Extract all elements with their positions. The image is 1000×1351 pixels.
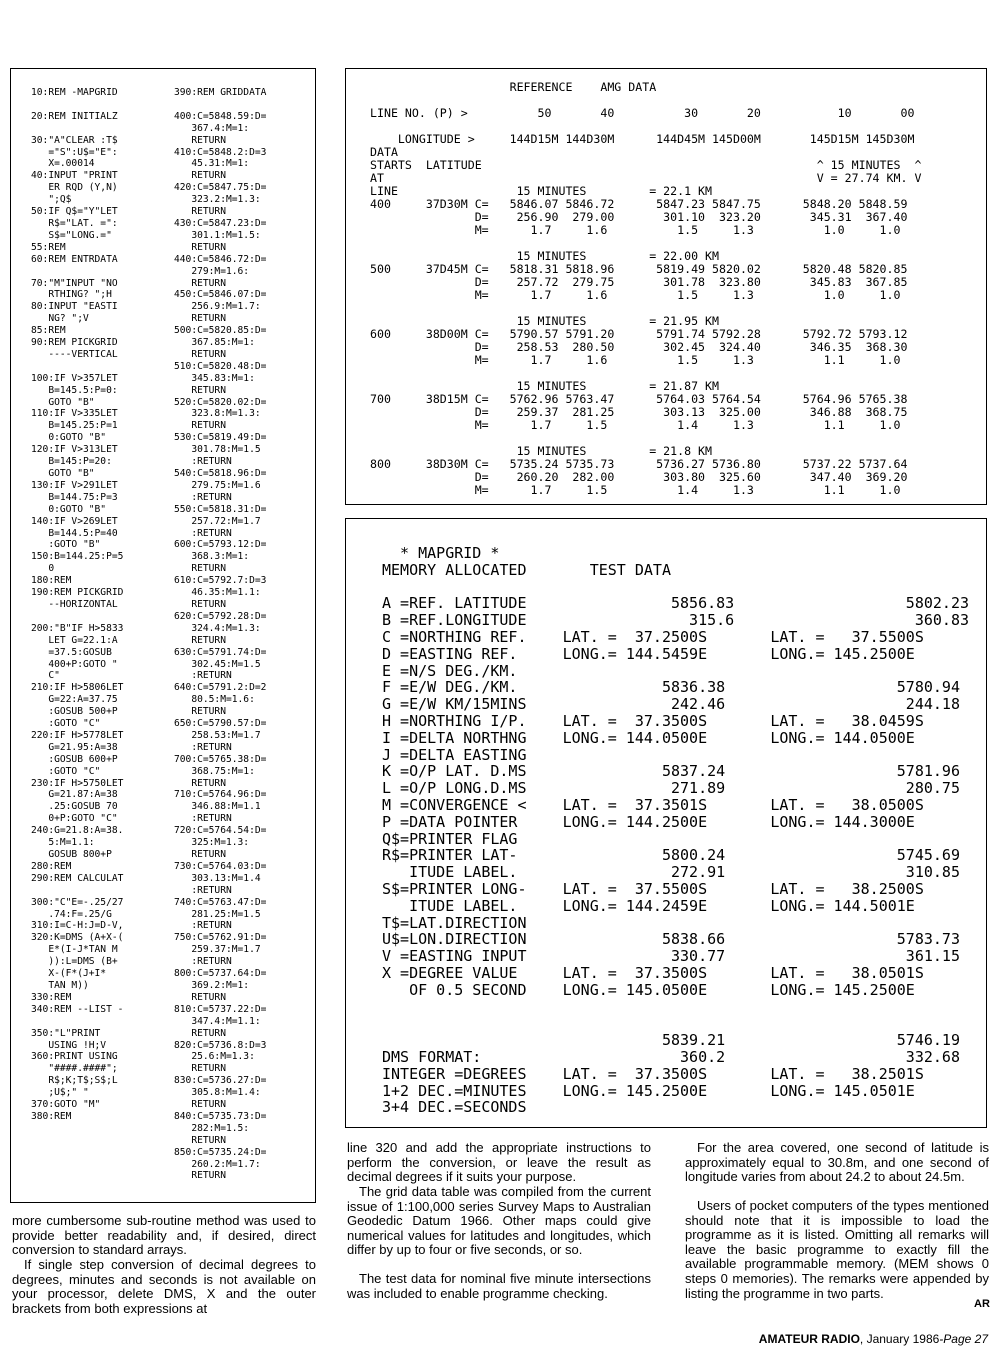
- listing-line: R$="LAT. =":: [31, 217, 118, 229]
- listing-line: 390:REM GRIDDATA: [174, 87, 267, 98]
- listing-line: C": [31, 670, 60, 682]
- test-data-row: U$=LON.DIRECTION 5838.66 5783.73: [382, 930, 960, 949]
- listing-line: 200:"B"IF H>5833: [31, 622, 124, 634]
- reference-table-row: M= 1.7 1.5 1.4 1.3 1.1 1.0: [370, 418, 901, 432]
- listing-line: 282:M=1.5:: [174, 1122, 250, 1134]
- test-data-row: L =O/P LONG.D.MS 271.89 280.75: [382, 779, 960, 798]
- listing-line: 45.31:M=1:: [174, 158, 250, 170]
- listing-line: [174, 99, 266, 111]
- listing-line: 257.72:M=1.7: [174, 515, 261, 527]
- listing-line: 303.13:M=1.4: [174, 872, 261, 884]
- reference-table-row: AT V = 27.74 KM. V: [370, 171, 922, 185]
- listing-line: 46.35:M=1.1:: [174, 587, 261, 599]
- listing-line: 720:C=5764.54:D=: [174, 825, 267, 837]
- reference-table-row: D= 257.72 279.75 301.78 323.80 345.83 367.85: [370, 275, 908, 289]
- reference-table-row: M= 1.7 1.6 1.5 1.3 1.0 1.0: [370, 223, 901, 237]
- test-data-row: [382, 1015, 969, 1032]
- listing-line: 140:IF V>269LET: [31, 515, 118, 527]
- listing-line: 330:REM: [31, 991, 72, 1003]
- listing-line: [31, 266, 123, 278]
- listing-line: 520:C=5820.02:D=: [174, 396, 267, 408]
- listing-line: 420:C=5847.75:D=: [174, 182, 267, 194]
- listing-line: 320:K=DMS (A+X-(: [31, 932, 124, 944]
- listing-line: =37.5:GOSUB: [31, 646, 112, 658]
- listing-line: 367.85:M=1:: [174, 337, 255, 349]
- listing-line: :RETURN: [174, 920, 232, 932]
- listing-line: 440:C=5846.72:D=: [174, 253, 267, 265]
- reference-table-row: LINE 15 MINUTES = 22.1 KM: [370, 184, 713, 198]
- test-data-row: [382, 579, 969, 596]
- listing-line: 30:"A"CLEAR :T$: [31, 134, 118, 146]
- listing-line: .25:GOSUB 70: [31, 801, 118, 813]
- listing-line: 0+P:GOTO "C": [31, 813, 118, 825]
- reference-table-row: LINE NO. (P) > 50 40 30 20 10 00: [370, 106, 915, 120]
- right-paragraph-2: Users of pocket computers of the types mentioned should note that it is impossible to load the programme as it is listed. Omitting all remarks will leave the basic programme to exactly fill the available programmable memory. (MEM shows 0 steps 0 memories). The remarks were appended by listing the programme in two parts.: [685, 1198, 989, 1301]
- listing-line: 700:C=5765.38:D=: [174, 753, 267, 765]
- listing-line: 830:C=5736.27:D=: [174, 1075, 267, 1087]
- listing-line: 400+P:GOTO ": [31, 658, 118, 670]
- test-data-row: E =N/S DEG./KM.: [382, 661, 518, 680]
- listing-line: 450:C=5846.07:D=: [174, 289, 267, 301]
- listing-line: 85:REM: [31, 325, 66, 337]
- listing-line: B=144.5:P=40: [31, 527, 118, 539]
- listing-line: 100:IF V>357LET: [31, 372, 118, 384]
- listing-line: [31, 123, 123, 135]
- reference-table-row: 600 38D00M C= 5790.57 5791.20 5791.74 5792.28 5792.72 5793.12: [370, 327, 908, 341]
- test-data-row: B =REF.LONGITUDE 315.6 360.83: [382, 611, 969, 630]
- listing-line: 20:REM INITIALZ: [31, 110, 118, 122]
- reference-table-row: M= 1.7 1.6 1.5 1.3 1.0 1.0: [370, 288, 901, 302]
- test-data-row: A =REF. LATITUDE 5856.83 5802.23: [382, 594, 969, 613]
- reference-table-row: 15 MINUTES = 21.87 KM: [370, 379, 720, 393]
- listing-line: :GOSUB 600+P: [31, 753, 118, 765]
- listing-line: 310:I=C-H:J=D-V,: [31, 920, 124, 932]
- listing-line: 850:C=5735.24:D=: [174, 1146, 267, 1158]
- reference-amg-data-table: [345, 68, 987, 505]
- listing-line: ;U$;" ": [31, 1087, 89, 1099]
- listing-line: 630:C=5791.74:D=: [174, 646, 267, 658]
- listing-line: 347.4:M=1.1:: [174, 1015, 261, 1027]
- reference-table-row: 15 MINUTES = 21.95 KM: [370, 314, 720, 328]
- listing-line: X-(F*(J+I*: [31, 968, 107, 980]
- test-data-row: ITUDE LABEL. 272.91 310.85: [382, 863, 960, 882]
- listing-line: 300:"C"E=-.25/27: [31, 896, 124, 908]
- listing-line: NG? ";V: [31, 313, 89, 325]
- listing-line: 400:C=5848.59:D=: [174, 110, 267, 122]
- reference-table-row: 800 38D30M C= 5735.24 5735.73 5736.27 5736.80 5737.22 5737.64: [370, 457, 908, 471]
- listing-line: 281.25:M=1.5: [174, 908, 261, 920]
- listing-line: :RETURN: [174, 527, 232, 539]
- listing-line: RETURN: [174, 1027, 226, 1039]
- listing-line: E*(I-J*TAN M: [31, 944, 118, 956]
- listing-column-2: [174, 87, 266, 1182]
- test-data-row: Q$=PRINTER FLAG: [382, 829, 518, 848]
- listing-line: 25.6:M=1.3:: [174, 1051, 255, 1063]
- listing-line: RETURN: [174, 1099, 226, 1111]
- listing-line: 740:C=5763.47:D=: [174, 896, 267, 908]
- test-data-row: OF 0.5 SECOND LONG.= 145.0500E LONG.= 145.2500E: [382, 980, 915, 999]
- listing-line: 290:REM CALCULAT: [31, 872, 124, 884]
- listing-line: 810:C=5737.22:D=: [174, 1003, 267, 1015]
- listing-line: 60:REM ENTRDATA: [31, 253, 118, 265]
- listing-line: RETURN: [174, 348, 226, 360]
- test-data-row: M =CONVERGENCE < LAT. = 37.3501S LAT. = 38.0500S: [382, 795, 924, 814]
- listing-line: 369.2:M=1:: [174, 979, 250, 991]
- listing-line: 360:PRINT USING: [31, 1051, 118, 1063]
- middle-paragraph-2: The grid data table was compiled from the current issue of 1:100,000 series Survey Maps to Australian Geodedic Datum 1966. Other maps could give numerical values for latitudes and longitudes, which differ by up to four or five seconds, or so.: [347, 1184, 651, 1258]
- listing-line: ="S":U$="E":: [31, 146, 118, 158]
- article-end-mark: AR: [974, 1298, 990, 1310]
- listing-line: G=21.87:A=38: [31, 789, 118, 801]
- listing-line: GOTO "B": [31, 396, 95, 408]
- listing-line: 190:REM PICKGRID: [31, 587, 124, 599]
- listing-line: 820:C=5736.8:D=3: [174, 1039, 267, 1051]
- listing-line: 610:C=5792.7:D=3: [174, 575, 267, 587]
- reference-table-row: 400 37D30M C= 5846.07 5846.72 5847.23 5847.75 5848.20 5848.59: [370, 197, 908, 211]
- issue-date: , January 1986: [859, 1332, 940, 1346]
- listing-line: :GOSUB 500+P: [31, 706, 118, 718]
- listing-line: 730:C=5764.03:D=: [174, 860, 267, 872]
- test-data-row: [382, 999, 969, 1016]
- listing-line: )):L=DMS (B+: [31, 956, 118, 968]
- listing-line: 325:M=1.3:: [174, 837, 250, 849]
- listing-line: 150:B=144.25:P=5: [31, 551, 124, 563]
- listing-line: :GOTO "C": [31, 765, 101, 777]
- test-data-row: X =DEGREE VALUE LAT. = 37.3500S LAT. = 38.0501S: [382, 963, 924, 982]
- listing-line: 323.2:M=1.3:: [174, 194, 261, 206]
- reference-table-row: M= 1.7 1.6 1.5 1.3 1.1 1.0: [370, 353, 901, 367]
- listing-line: 90:REM PICKGRID: [31, 337, 118, 349]
- listing-line: 256.9:M=1.7:: [174, 301, 261, 313]
- listing-line: RETURN: [174, 1063, 226, 1075]
- listing-line: 301.78:M=1.5: [174, 444, 261, 456]
- test-data-row: ITUDE LABEL. LONG.= 144.2459E LONG.= 144.5001E: [382, 896, 915, 915]
- listing-line: 620:C=5792.28:D=: [174, 610, 267, 622]
- middle-paragraph-1: line 320 and add the appropriate instructions to perform the conversion, or leave the result as decimal degrees if it suits your purpose.: [347, 1140, 651, 1185]
- test-data-row: D =EASTING REF. LONG.= 144.5459E LONG.= 145.2500E: [382, 644, 915, 663]
- listing-line: 550:C=5818.31:D=: [174, 503, 267, 515]
- listing-line: 279.75:M=1.6: [174, 479, 261, 491]
- listing-line: 710:C=5764.96:D=: [174, 789, 267, 801]
- listing-line: RETURN: [174, 313, 226, 325]
- listing-line: RETURN: [174, 706, 226, 718]
- listing-line: 380:REM: [31, 1110, 72, 1122]
- test-data-row: F =E/W DEG./KM. 5836.38 5780.94: [382, 678, 960, 697]
- test-data-row: S$=PRINTER LONG- LAT. = 37.5500S LAT. = 38.2500S: [382, 879, 924, 898]
- listing-line: RETURN: [174, 634, 226, 646]
- listing-line: 260.2:M=1.7:: [174, 1158, 261, 1170]
- test-data-row: DMS FORMAT: 360.2 332.68: [382, 1047, 960, 1066]
- listing-line: 80:INPUT "EASTI: [31, 301, 118, 313]
- listing-line: 0:GOTO "B": [31, 503, 107, 515]
- listing-line: 350:"L"PRINT: [31, 1027, 101, 1039]
- listing-line: RETURN: [174, 849, 226, 860]
- page-footer: [759, 1332, 988, 1346]
- reference-table-row: 15 MINUTES = 21.8 KM: [370, 444, 713, 458]
- listing-line: 840:C=5735.73:D=: [174, 1110, 267, 1122]
- test-data-row: G =E/W KM/15MINS 242.46 244.18: [382, 695, 960, 714]
- listing-line: 323.8:M=1.3:: [174, 408, 261, 420]
- listing-line: 510:C=5820.48:D=: [174, 360, 267, 372]
- listing-line: [31, 1016, 123, 1028]
- listing-line: 340:REM --LIST -: [31, 1003, 124, 1015]
- listing-line: 410:C=5848.2:D=3: [174, 146, 267, 158]
- listing-line: R$;K;T$;S$;L: [31, 1075, 118, 1087]
- listing-line: 210:IF H>5806LET: [31, 682, 124, 694]
- listing-line: RETURN: [174, 134, 226, 146]
- listing-line: RETURN: [174, 241, 226, 253]
- listing-line: 367.4:M=1:: [174, 122, 250, 134]
- listing-line: 120:IF V>313LET: [31, 444, 118, 456]
- reference-table-row: REFERENCE AMG DATA: [370, 80, 657, 94]
- reference-table-row: M= 1.7 1.5 1.4 1.3 1.1 1.0: [370, 483, 901, 497]
- listing-line: USING !H;V: [31, 1039, 107, 1051]
- listing-line: 55:REM: [31, 241, 66, 253]
- reference-table-row: DATA: [370, 145, 398, 159]
- listing-line: G=21.95:A=38: [31, 741, 118, 753]
- reference-table-row: D= 256.90 279.00 301.10 323.20 345.31 367.40: [370, 210, 908, 224]
- reference-table-row: LONGITUDE > 144D15M 144D30M 144D45M 145D00M 145D15M 145D30M: [370, 132, 915, 146]
- left-paragraph-2: If single step conversion of decimal degrees to degrees, minutes and seconds is not available on your processor, delete DMS, X and the outer brackets from both expressions at: [12, 1257, 316, 1316]
- listing-line: B=145:P=20:: [31, 456, 112, 468]
- test-data-row: 1+2 DEC.=MINUTES LONG.= 145.2500E LONG.= 145.0501E: [382, 1081, 915, 1100]
- listing-line: 230:IF H>5750LET: [31, 777, 124, 789]
- listing-line: 305.8:M=1.4:: [174, 1087, 261, 1099]
- test-data-row: H =NORTHING I/P. LAT. = 37.3500S LAT. = 38.0459S: [382, 711, 924, 730]
- listing-line: 80.5:M=1.6:: [174, 694, 255, 706]
- test-data-row: P =DATA POINTER LONG.= 144.2500E LONG.= 144.3000E: [382, 812, 915, 831]
- test-data-row: V =EASTING INPUT 330.77 361.15: [382, 947, 960, 966]
- listing-line: B=144.75:P=3: [31, 491, 118, 503]
- magazine-name: AMATEUR RADIO: [758, 1332, 860, 1346]
- listing-line: 110:IF V>335LET: [31, 408, 118, 420]
- listing-line: 324.4:M=1.3:: [174, 622, 261, 634]
- listing-line: --HORIZONTAL: [31, 598, 118, 610]
- listing-line: GOSUB 800+P: [31, 849, 112, 860]
- listing-line: RTHING? ";H: [31, 289, 112, 301]
- listing-line: :RETURN: [174, 491, 232, 503]
- reference-table-row: STARTS LATITUDE ^ 15 MINUTES ^: [370, 158, 922, 172]
- reference-table-row: D= 258.53 280.50 302.45 324.40 346.35 368.30: [370, 340, 908, 354]
- listing-line: GOTO "B": [31, 468, 95, 479]
- listing-line: 530:C=5819.49:D=: [174, 432, 267, 444]
- listing-line: 430:C=5847.23:D=: [174, 217, 267, 229]
- listing-line: [31, 611, 123, 623]
- listing-line: :GOTO "C": [31, 718, 101, 730]
- listing-line: 750:C=5762.91:D=: [174, 932, 267, 944]
- listing-line: 301.1:M=1.5:: [174, 229, 261, 241]
- listing-line: 50:IF Q$="Y"LET: [31, 206, 118, 218]
- listing-line: 220:IF H>5778LET: [31, 729, 124, 741]
- right-paragraph-1: For the area covered, one second of latitude is approximately equal to 30.8m, and one second of longitude varies from about 24.2 to about 24.5m.: [685, 1140, 989, 1185]
- listing-line: 302.45:M=1.5: [174, 658, 261, 670]
- reference-table-lines: [370, 81, 921, 497]
- listing-line: RETURN: [174, 1170, 226, 1182]
- test-data-row: INTEGER =DEGREES LAT. = 37.3500S LAT. = 38.2501S: [382, 1064, 924, 1083]
- listing-line: [31, 99, 123, 111]
- listing-line: 600:C=5793.12:D=: [174, 539, 267, 551]
- listing-line: 180:REM: [31, 575, 72, 587]
- test-data-row: K =O/P LAT. D.MS 5837.24 5781.96: [382, 762, 960, 781]
- test-data-row: MEMORY ALLOCATED TEST DATA: [382, 560, 671, 579]
- listing-line: RETURN: [174, 170, 226, 182]
- listing-line: ER RQD (Y,N): [31, 182, 118, 194]
- listing-line: ----VERTICAL: [31, 348, 118, 360]
- listing-line: 259.37:M=1.7: [174, 944, 261, 956]
- listing-line: 368.3:M=1:: [174, 551, 250, 563]
- listing-line: [31, 885, 123, 897]
- listing-line: ";Q$: [31, 194, 72, 206]
- listing-line: LET G=22.1:A: [31, 634, 118, 646]
- listing-line: "####.####";: [31, 1063, 118, 1075]
- listing-line: 346.88:M=1.1: [174, 801, 261, 813]
- listing-line: B=145.5:P=0:: [31, 384, 118, 396]
- listing-line: RETURN: [174, 1134, 226, 1146]
- reference-table-row: 500 37D45M C= 5818.31 5818.96 5819.49 5820.02 5820.48 5820.85: [370, 262, 908, 276]
- listing-line: 258.53:M=1.7: [174, 729, 261, 741]
- program-listing-box: [10, 68, 316, 1203]
- listing-line: 345.83:M=1:: [174, 372, 255, 384]
- test-data-box: [345, 518, 987, 1128]
- listing-line: S$="LONG.=": [31, 229, 112, 241]
- reference-table-row: D= 260.20 282.00 303.80 325.60 347.40 369.20: [370, 470, 908, 484]
- listing-line: 70:"M"INPUT "NO: [31, 277, 118, 289]
- test-data-row: I =DELTA NORTHNG LONG.= 144.0500E LONG.= 144.0500E: [382, 728, 915, 747]
- listing-line: 0:GOTO "B": [31, 432, 107, 444]
- listing-line: RETURN: [174, 598, 226, 610]
- listing-line: 40:INPUT "PRINT: [31, 170, 118, 182]
- listing-line: RETURN: [174, 277, 226, 289]
- listing-line: .74:F=.25/G: [31, 908, 112, 920]
- test-data-row: * MAPGRID *: [382, 544, 500, 562]
- listing-line: B=145.25:P=1: [31, 420, 118, 432]
- listing-line: 279:M=1.6:: [174, 265, 250, 277]
- listing-column-1: [31, 87, 123, 1123]
- listing-line: 240:G=21.8:A=38.: [31, 825, 124, 837]
- listing-line: TAN M)): [31, 979, 89, 991]
- listing-line: X=.00014: [31, 158, 95, 170]
- listing-line: RETURN: [174, 206, 226, 218]
- test-data-row: 3+4 DEC.=SECONDS: [382, 1098, 527, 1117]
- test-data-lines: [382, 545, 969, 1116]
- listing-line: 5:M=1.1:: [31, 837, 95, 849]
- listing-line: RETURN: [174, 420, 226, 432]
- page-number: -Page 27: [939, 1332, 988, 1346]
- listing-line: 368.75:M=1:: [174, 765, 255, 777]
- reference-table-row: D= 259.37 281.25 303.13 325.00 346.88 368.75: [370, 405, 908, 419]
- test-data-row: R$=PRINTER LAT- 5800.24 5745.69: [382, 846, 960, 865]
- listing-line: 540:C=5818.96:D=: [174, 468, 267, 479]
- listing-line: RETURN: [174, 384, 226, 396]
- listing-line: 370:GOTO "M": [31, 1099, 101, 1111]
- listing-line: RETURN: [174, 777, 226, 789]
- listing-line: 800:C=5737.64:D=: [174, 968, 267, 980]
- reference-table-row: 700 38D15M C= 5762.96 5763.47 5764.03 5764.54 5764.96 5765.38: [370, 392, 908, 406]
- listing-line: :RETURN: [174, 956, 232, 968]
- listing-line: G=22:A=37.75: [31, 694, 118, 706]
- middle-paragraph-3: The test data for nominal five minute intersections was included to enable programme checking.: [347, 1271, 651, 1301]
- listing-line: RETURN: [174, 991, 226, 1003]
- listing-line: 650:C=5790.57:D=: [174, 718, 267, 730]
- listing-line: :RETURN: [174, 670, 232, 682]
- listing-line: :RETURN: [174, 741, 232, 753]
- listing-line: 10:REM -MAPGRID: [31, 87, 118, 98]
- listing-line: :RETURN: [174, 884, 232, 896]
- left-paragraph-1: more cumbersome sub-routine method was used to provide better readability and, if desired, direct conversion to standard arrays.: [12, 1213, 316, 1258]
- listing-line: [31, 361, 123, 373]
- test-data-row: T$=LAT.DIRECTION: [382, 913, 527, 932]
- test-data-row: 5839.21 5746.19: [382, 1031, 960, 1050]
- listing-line: RETURN: [174, 563, 226, 575]
- listing-line: :RETURN: [174, 813, 232, 825]
- listing-line: :GOTO "B": [31, 539, 101, 551]
- test-data-row: C =NORTHING REF. LAT. = 37.2500S LAT. = 37.5500S: [382, 627, 924, 646]
- test-data-row: J =DELTA EASTING: [382, 745, 527, 764]
- reference-table-row: 15 MINUTES = 22.00 KM: [370, 249, 720, 263]
- listing-line: 130:IF V>291LET: [31, 479, 118, 491]
- listing-line: 640:C=5791.2:D=2: [174, 682, 267, 694]
- listing-line: 280:REM: [31, 860, 72, 872]
- listing-line: 0: [31, 563, 55, 575]
- listing-line: :RETURN: [174, 456, 232, 468]
- listing-line: 500:C=5820.85:D=: [174, 325, 267, 337]
